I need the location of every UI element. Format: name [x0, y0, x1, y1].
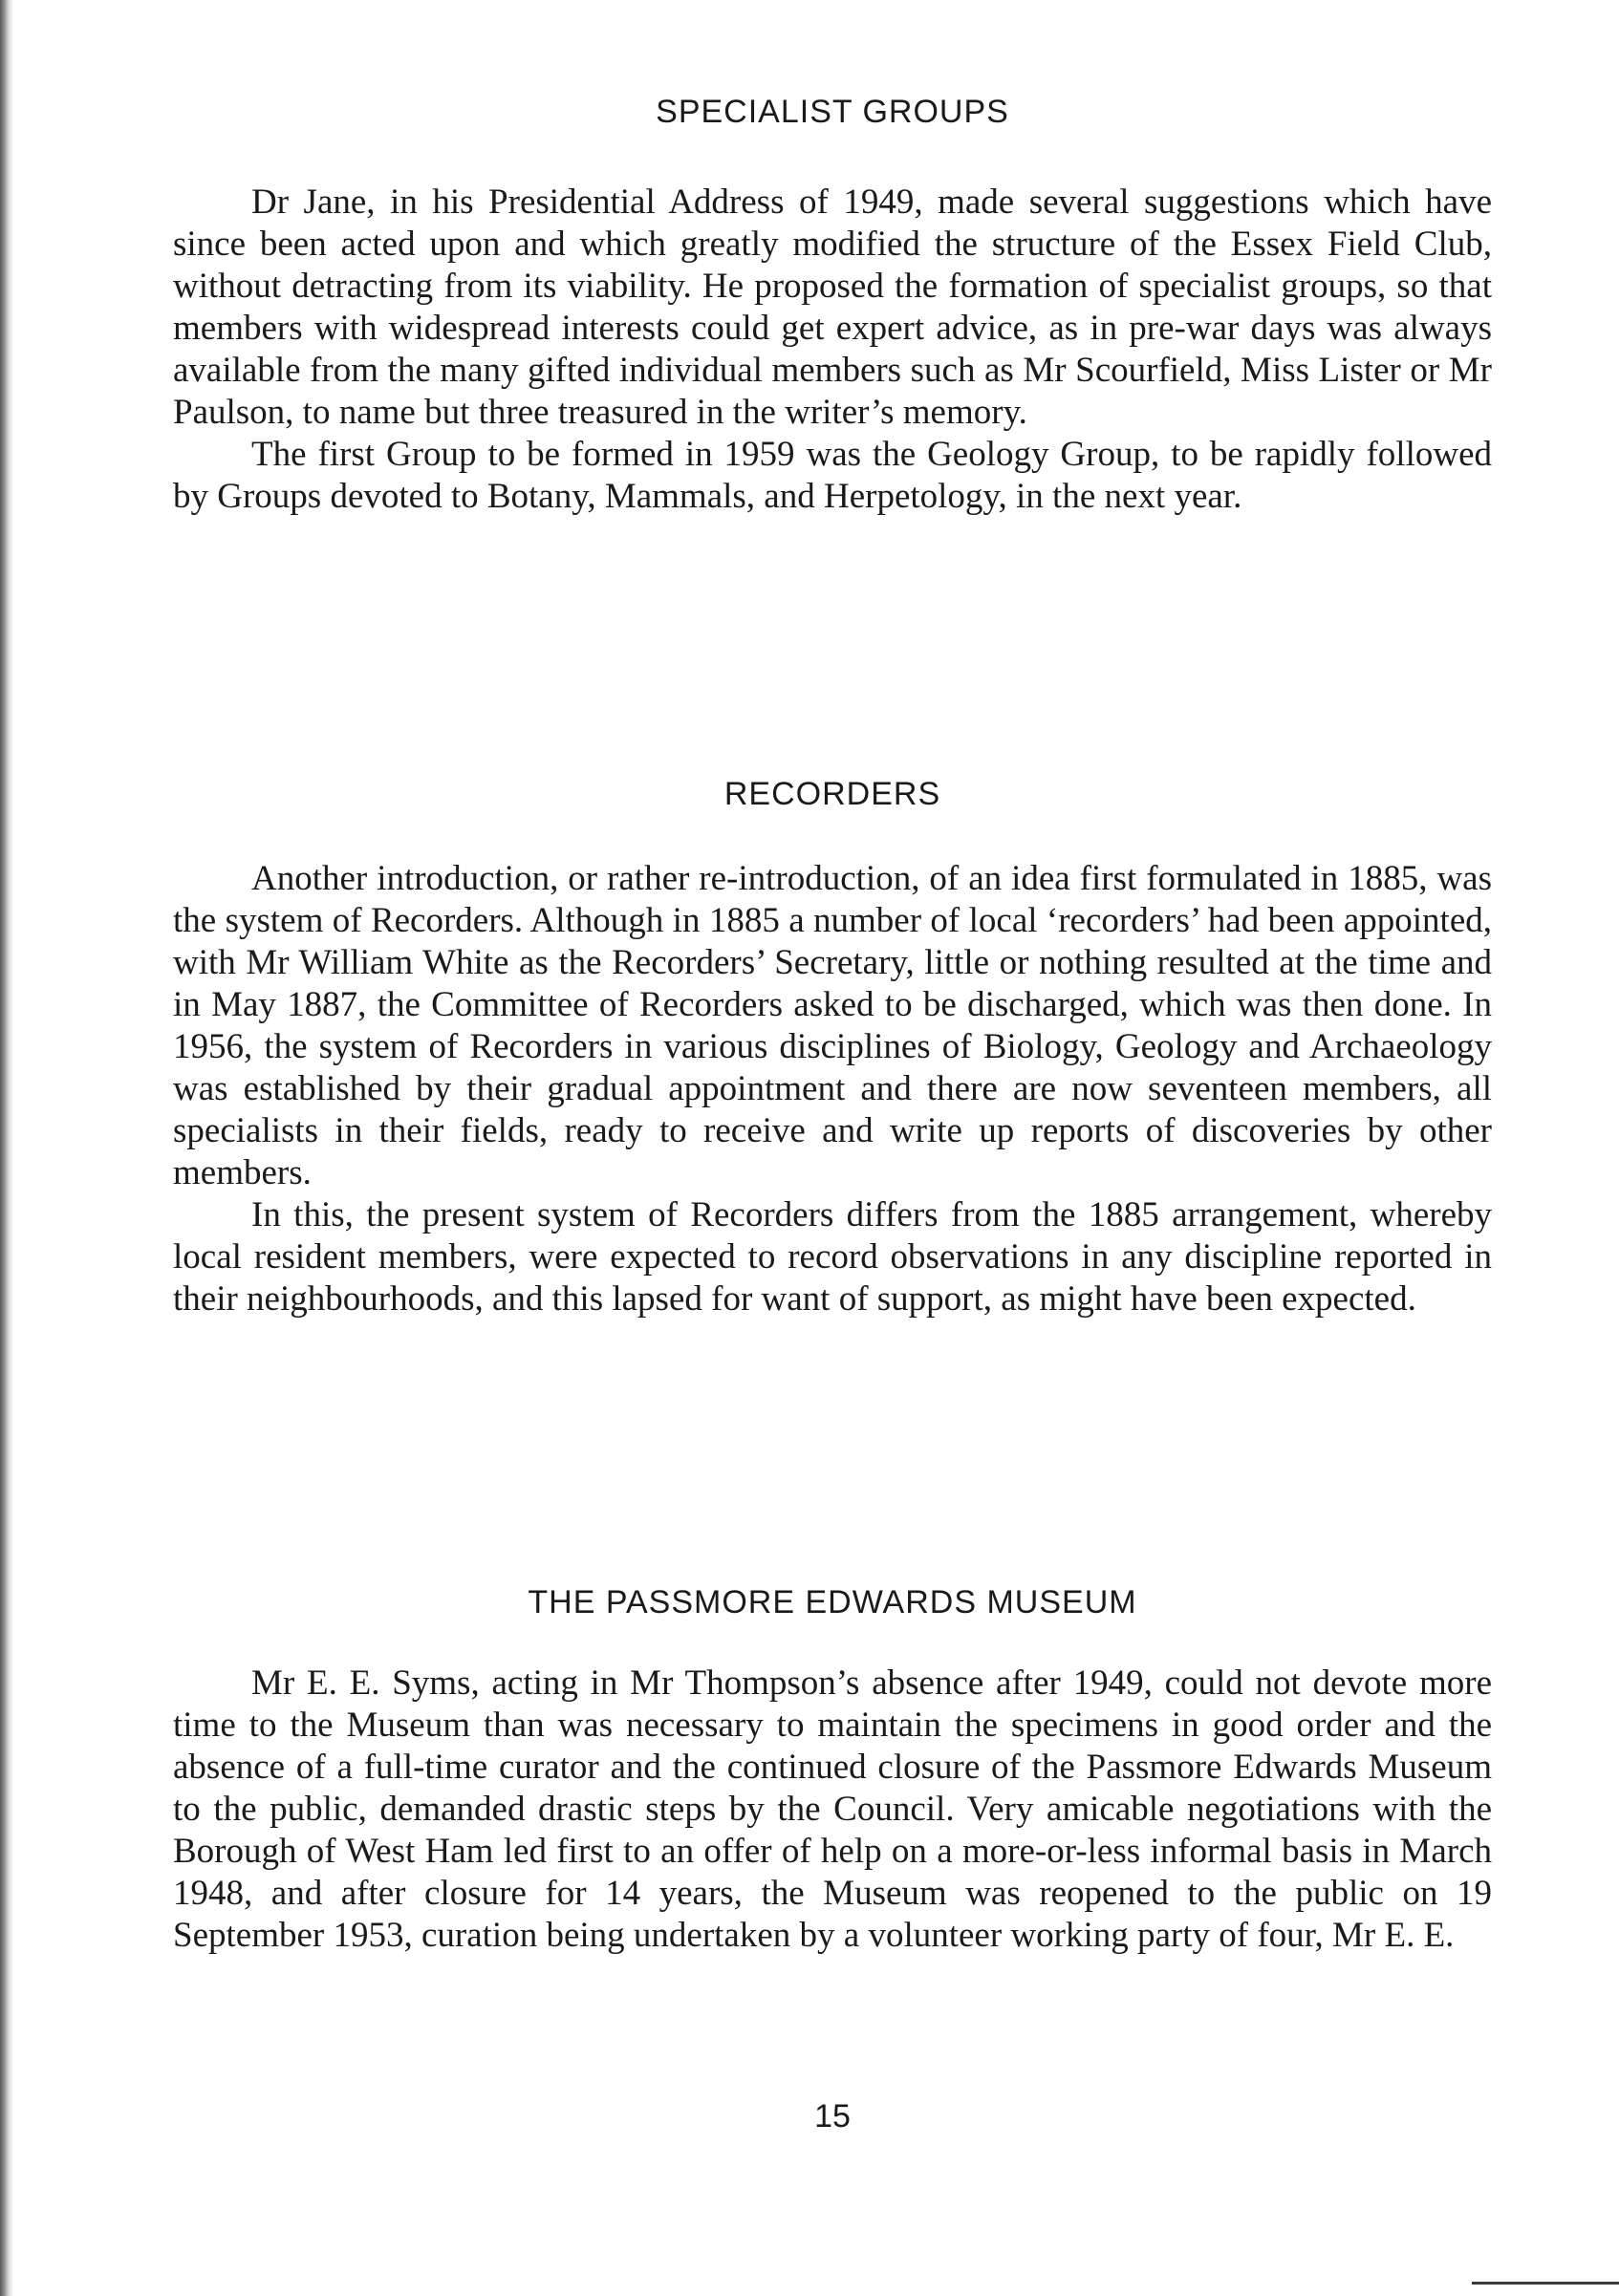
- paragraph: Mr E. E. Syms, acting in Mr Thompson’s absence after 1949, could not devote more time to the Museum than was necessary to maintain the specimens in good order and the absence of a full-time curator and the continued closure of the Passmore Edwards Museum to the public, demanded drastic steps by the Council. Very amicable negotiations with the Borough of West Ham led first to an offer of help on a more-or-less informal basis in March 1948, and after closure for 14 years, the Museum was reopened to the public on 19 September 1953, curation being undertaken by a volunteer working party of four, Mr E. E.: [173, 1663, 1492, 1955]
- paragraph: In this, the present system of Recorders differs from the 1885 arrangement, whereby local resident members, were expected to record observations in any discipline reported in their neighbourhoods, and this lapsed for want of support, as might have been expected.: [173, 1195, 1492, 1319]
- page-binding-edge: [0, 0, 13, 2296]
- section-passmore-edwards-museum: [173, 1663, 1492, 1957]
- page-number: 15: [814, 2098, 851, 2135]
- paragraph: Dr Jane, in his Presidential Address of 1949, made several suggestions which have since been acted upon and which greatly modified the structure of the Essex Field Club, without detracting from its viability. He proposed the formation of specialist groups, so that members with widespread interests could get expert advice, as in pre-war days was always available from the many gifted individual members such as Mr Scourfield, Miss Lister or Mr Paulson, to name but three treasured in the writer’s memory.: [173, 182, 1492, 432]
- heading-specialist-groups: SPECIALIST GROUPS: [656, 94, 1009, 130]
- bottom-rule: [1472, 2282, 1619, 2285]
- section-specialist-groups: [173, 182, 1492, 518]
- heading-passmore-edwards-museum: THE PASSMORE EDWARDS MUSEUM: [528, 1584, 1137, 1620]
- paragraph: Another introduction, or rather re-introduction, of an idea first formulated in 1885, was the system of Recorders. Although in 1885 a number of local ‘recorders’ had been appointed, with Mr William White as the Recorders’ Secretary, little or nothing resulted at the time and in May 1887, the Committee of Recorders asked to be discharged, which was then done. In 1956, the system of Recorders in various disciplines of Biology, Geology and Archaeology was established by their gradual appointment and there are now seventeen members, all specialists in their fields, ready to receive and write up reports of discoveries by other members.: [173, 859, 1492, 1192]
- section-recorders: [173, 858, 1492, 1320]
- paragraph: The first Group to be formed in 1959 was the Geology Group, to be rapidly followed by Groups devoted to Botany, Mammals, and Herpetology, in the next year.: [173, 435, 1492, 516]
- heading-recorders: RECORDERS: [723, 776, 941, 812]
